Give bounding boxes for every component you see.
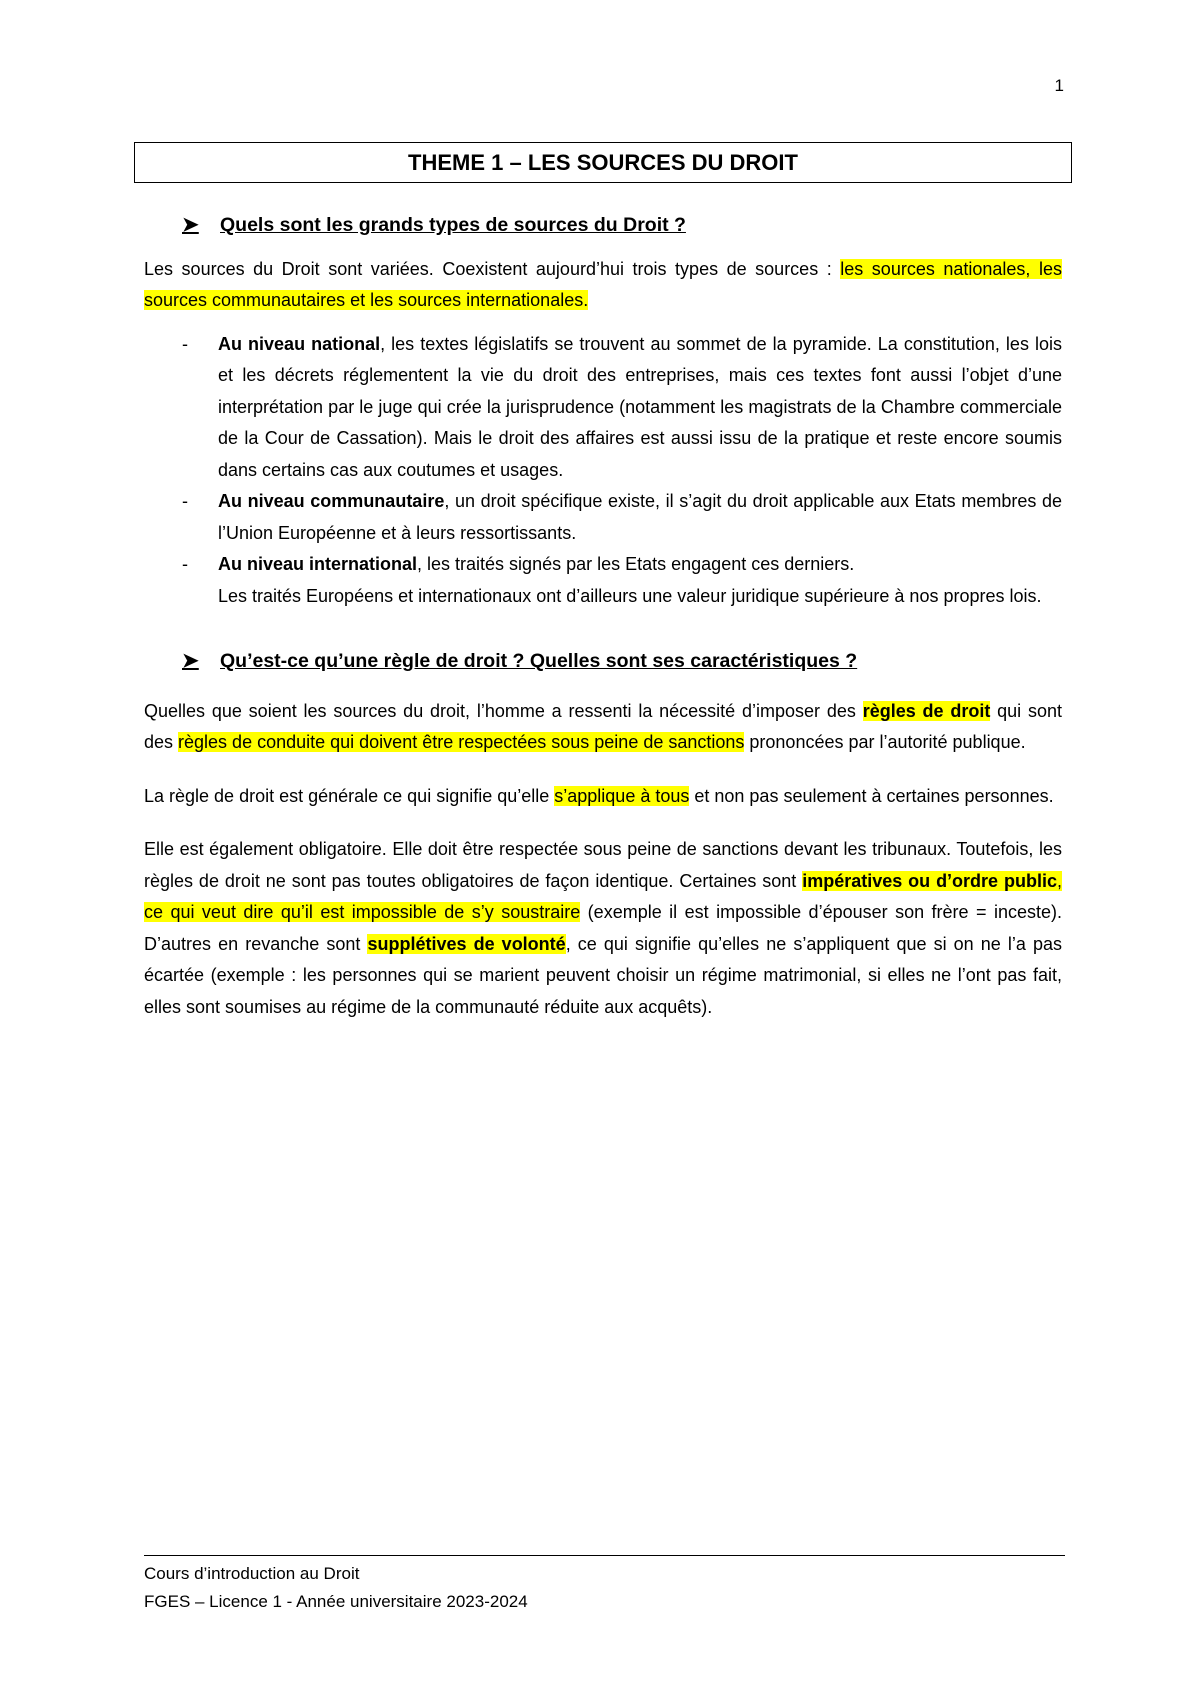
- footer: [144, 1560, 528, 1616]
- dash-bullet: -: [182, 554, 188, 574]
- highlight: les sources nationales, les sources communautaires et les sources internationales.: [144, 258, 1062, 310]
- section2-paragraph-2: La règle de droit est générale ce qui signifie qu’elle s’applique à tous et non pas seulement à certaines personnes.: [144, 785, 1054, 806]
- highlight: règles de droit: [862, 700, 991, 721]
- highlight: , ce qui veut dire qu’il est impossible de s’y soustraire: [144, 870, 1062, 922]
- section1-intro: Les sources du Droit sont variées. Coexistent aujourd’hui trois types de sources : les sources nationales, les sources communautaires et les sources internationales.: [144, 258, 1062, 310]
- theme-title-box: [134, 142, 1072, 183]
- highlight: supplétives de volonté: [367, 933, 566, 954]
- footer-line-1: Cours d’introduction au Droit: [144, 1564, 360, 1583]
- dash-bullet: -: [182, 333, 188, 354]
- section1-list: [144, 329, 1062, 613]
- footer-line-2: FGES – Licence 1 - Année universitaire 2023-2024: [144, 1592, 528, 1611]
- section2-heading-text: Qu’est-ce qu’une règle de droit ? Quelles sont ses caractéristiques ?: [220, 650, 858, 672]
- arrow-bullet-icon: ➤: [182, 214, 199, 236]
- dash-bullet: -: [182, 491, 188, 511]
- section2-heading: [144, 646, 1062, 678]
- theme-title: THEME 1 – LES SOURCES DU DROIT: [408, 149, 798, 175]
- section2-paragraph-3: Elle est également obligatoire. Elle doit être respectée sous peine de sanctions devant les tribunaux. Toutefois, les règles de droit ne sont pas toutes obligatoires de façon identique. Certaines sont impératives ou d’ordre public, ce qui veut dire qu’il est impossible de s’y soustraire (exemple il est impossible d’épouser son frère = inceste). D’autres en revanche sont supplétives de volonté, ce qui signifie qu’elles ne s’appliquent que si on ne l’a pas écartée (exemple : les personnes qui se marient peuvent choisir un régime matrimonial, si elles ne l’ont pas fait, elles sont soumises au régime de la communauté réduite aux acquêts).: [144, 839, 1063, 1017]
- highlight: s’applique à tous: [554, 785, 690, 806]
- arrow-bullet-icon: ➤: [182, 650, 199, 672]
- footer-divider: [144, 1555, 1065, 1556]
- highlight: impératives ou d’ordre public: [802, 870, 1057, 891]
- list-item: - Au niveau communautaire, un droit spécifique existe, il s’agit du droit applicable aux Etats membres de l’Union Européenne et à leurs ressortissants.: [144, 486, 1062, 549]
- highlight: règles de conduite qui doivent être respectées sous peine de sanctions: [178, 732, 745, 752]
- page-number: 1: [1054, 76, 1064, 95]
- section1-heading-text: Quels sont les grands types de sources du Droit ?: [220, 214, 686, 236]
- section2-paragraph-1: Quelles que soient les sources du droit, l’homme a ressenti la nécessité d’imposer des règles de droit qui sont des règles de conduite qui doivent être respectées sous peine de sanctions prononcées par l’autorité publique.: [144, 700, 1063, 752]
- list-item: - Au niveau international, les traités signés par les Etats engagent ces derniers. Les traités Européens et internationaux ont d’ailleurs une valeur juridique supérieure à nos propres lois.: [144, 549, 1062, 612]
- list-item: - Au niveau national, les textes législatifs se trouvent au sommet de la pyramide. La constitution, les lois et les décrets réglementent la vie du droit des entreprises, mais ces textes font aussi l’objet d’une interprétation par le juge qui crée la jurisprudence (notamment les magistrats de la Chambre commerciale de la Cour de Cassation). Mais le droit des affaires est aussi issu de la pratique et reste encore soumis dans certains cas aux coutumes et usages.: [144, 329, 1062, 487]
- section1-heading: [144, 210, 1062, 242]
- document-body: [144, 210, 1062, 1023]
